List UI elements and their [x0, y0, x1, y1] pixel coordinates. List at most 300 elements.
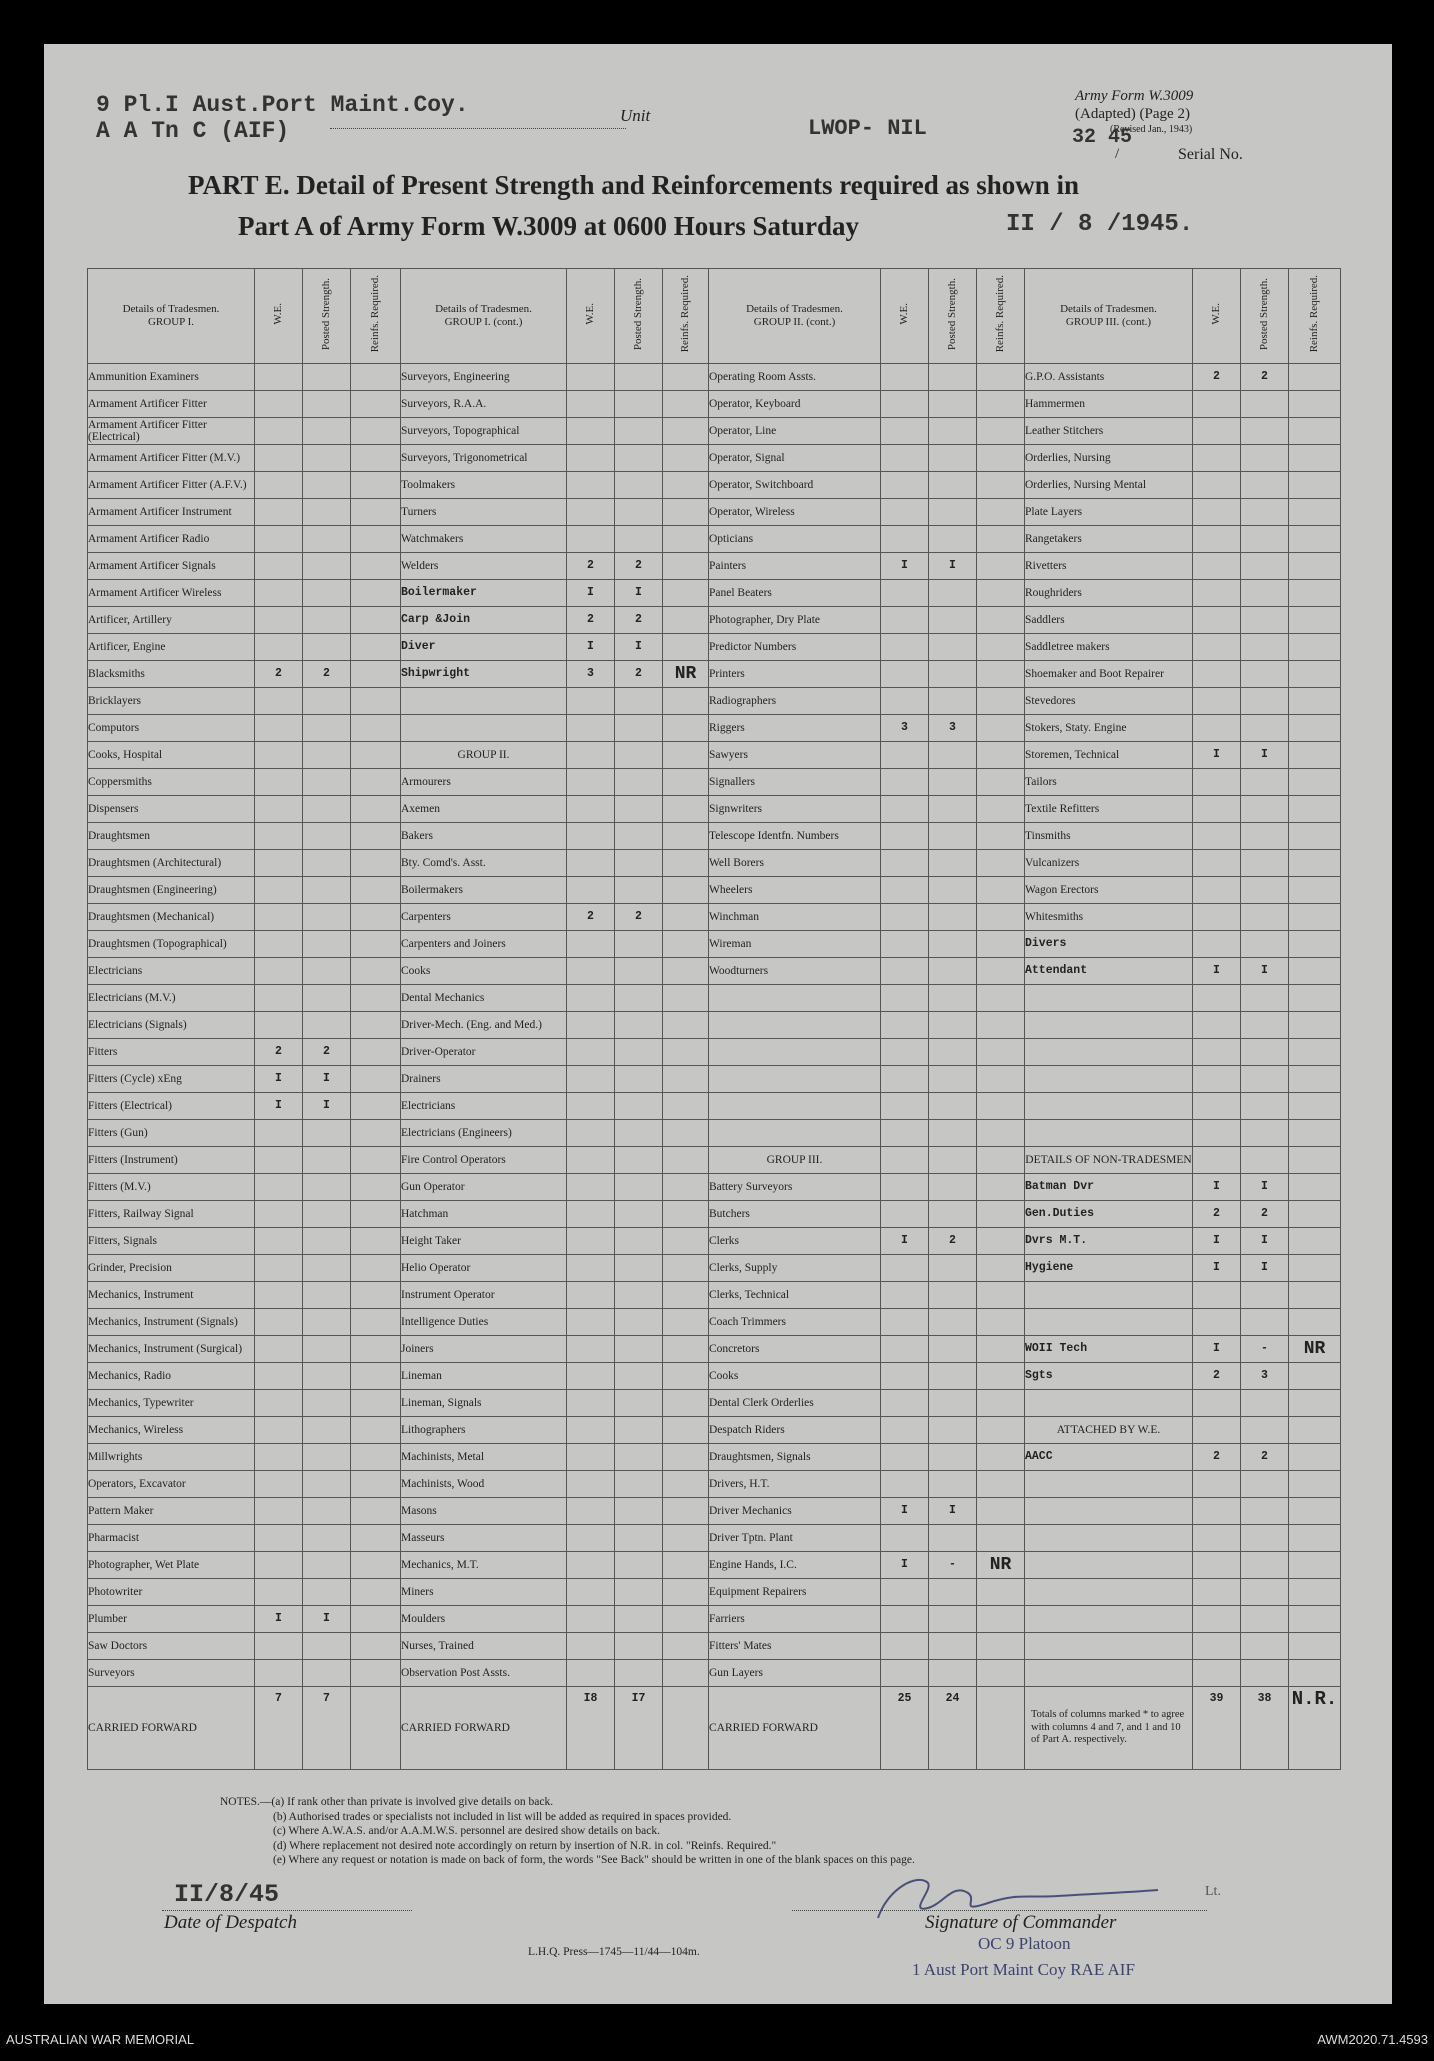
header-details-g2c: Details of Tradesmen. GROUP II. (cont.) [709, 269, 881, 364]
reinfs-value [1289, 1147, 1341, 1174]
note-line: NOTES.—(a) If rank other than private is involved give details on back. [220, 1796, 554, 1808]
reinfs-value [1289, 418, 1341, 445]
trade-name: Operator, Line [709, 418, 881, 445]
posted-value [615, 1606, 663, 1633]
trade-name: Radiographers [709, 688, 881, 715]
trade-name: Clerks [709, 1228, 881, 1255]
trade-name [1025, 1633, 1193, 1660]
trade-name: Concretors [709, 1336, 881, 1363]
reinfs-value [663, 1525, 709, 1552]
header-posted: Posted Strength. [303, 269, 351, 364]
reinfs-value [977, 1147, 1025, 1174]
trade-name: Cooks [401, 958, 567, 985]
reinfs-value [1289, 958, 1341, 985]
posted-value [1241, 499, 1289, 526]
reinfs-value [351, 472, 401, 499]
we-value [567, 1120, 615, 1147]
reinfs-value [663, 1660, 709, 1687]
trade-name: Divers [1025, 931, 1193, 958]
trade-name [709, 1012, 881, 1039]
table-row [88, 796, 1341, 823]
posted-value [1241, 1390, 1289, 1417]
carried-forward-label: CARRIED FORWARD [88, 1687, 255, 1770]
we-value [1193, 715, 1241, 742]
we-value [1193, 904, 1241, 931]
footer-credit: AUSTRALIAN WAR MEMORIAL [6, 2032, 195, 2047]
trade-name: Riggers [709, 715, 881, 742]
reinfs-value [663, 742, 709, 769]
reinfs-value [1289, 1498, 1341, 1525]
we-value [567, 364, 615, 391]
we-value [567, 1336, 615, 1363]
trade-name: Blacksmiths [88, 661, 255, 688]
trade-name: Electricians (Signals) [88, 1012, 255, 1039]
reinfs-value [1289, 1525, 1341, 1552]
trade-name: Drainers [401, 1066, 567, 1093]
reinfs-value [1289, 823, 1341, 850]
reinfs-value [663, 715, 709, 742]
posted-value [303, 931, 351, 958]
reinfs-value [351, 1309, 401, 1336]
posted-value [929, 607, 977, 634]
posted-value [303, 634, 351, 661]
posted-value [929, 1363, 977, 1390]
we-value [255, 769, 303, 796]
reinfs-value [977, 580, 1025, 607]
reinfs-value [663, 823, 709, 850]
posted-value [615, 1525, 663, 1552]
reinfs-value [1289, 1228, 1341, 1255]
reinfs-value [663, 472, 709, 499]
we-value [1193, 1120, 1241, 1147]
we-value [881, 904, 929, 931]
posted-value [303, 877, 351, 904]
trade-name: Boilermaker [401, 580, 567, 607]
trade-name [401, 715, 567, 742]
despatch-label: Date of Despatch [164, 1912, 297, 1933]
posted-value [303, 391, 351, 418]
we-value: I [1193, 1228, 1241, 1255]
trade-name: Surveyors [88, 1660, 255, 1687]
we-value [255, 526, 303, 553]
posted-value [303, 850, 351, 877]
reinfs-value [351, 1174, 401, 1201]
we-value [255, 1498, 303, 1525]
posted-value: I [615, 580, 663, 607]
note-line: (e) Where any request or notation is made on back of form, the words "See Back" should be written in one of the blank spaces on this page. [273, 1854, 915, 1866]
header-reinfs: Reinfs. Required. [663, 269, 709, 364]
reinfs-value [663, 607, 709, 634]
totals-note: Totals of columns marked * to agree with columns 4 and 7, and 1 and 10 of Part A. respectively. [1025, 1687, 1193, 1770]
reinfs-value [663, 877, 709, 904]
table-row [88, 364, 1341, 391]
trade-name: GROUP II. [401, 742, 567, 769]
trade-name: Hatchman [401, 1201, 567, 1228]
reinfs-value [977, 553, 1025, 580]
posted-value [303, 553, 351, 580]
table-row [88, 1228, 1341, 1255]
we-value [1193, 391, 1241, 418]
posted-value [303, 1174, 351, 1201]
trade-name: Driver-Operator [401, 1039, 567, 1066]
trade-name: Masseurs [401, 1525, 567, 1552]
posted-value [929, 580, 977, 607]
posted-value [1241, 688, 1289, 715]
reinfs-value [663, 1012, 709, 1039]
table-row [88, 1039, 1341, 1066]
reinfs-value [977, 1633, 1025, 1660]
reinfs-value [977, 877, 1025, 904]
trade-name: Mechanics, Radio [88, 1363, 255, 1390]
table-row [88, 445, 1341, 472]
posted-value [615, 364, 663, 391]
we-value [567, 958, 615, 985]
we-value: 2 [255, 1039, 303, 1066]
trade-name [1025, 1498, 1193, 1525]
posted-value [303, 823, 351, 850]
trade-name: Plumber [88, 1606, 255, 1633]
table-row [88, 1552, 1341, 1579]
posted-value [1241, 1633, 1289, 1660]
we-value [255, 634, 303, 661]
trade-name: Orderlies, Nursing Mental [1025, 472, 1193, 499]
we-value [255, 364, 303, 391]
trade-name: Surveyors, Engineering [401, 364, 567, 391]
table-row [88, 580, 1341, 607]
posted-value [929, 1093, 977, 1120]
trade-name: Signwriters [709, 796, 881, 823]
posted-value [303, 742, 351, 769]
table-row [88, 1363, 1341, 1390]
trade-name: Panel Beaters [709, 580, 881, 607]
posted-value [1241, 580, 1289, 607]
posted-value: I [929, 553, 977, 580]
table-row [88, 823, 1341, 850]
reinfs-value [1289, 553, 1341, 580]
trade-name: Mechanics, Instrument (Signals) [88, 1309, 255, 1336]
trade-name: Gun Layers [709, 1660, 881, 1687]
we-value [567, 823, 615, 850]
trade-name: Fitters, Signals [88, 1228, 255, 1255]
posted-value [929, 364, 977, 391]
we-value [1193, 634, 1241, 661]
trade-name: Machinists, Wood [401, 1471, 567, 1498]
posted-value [929, 1336, 977, 1363]
posted-value [929, 1174, 977, 1201]
we-value [1193, 1309, 1241, 1336]
trade-name: AACC [1025, 1444, 1193, 1471]
army-form-label: Army Form W.3009 [1075, 88, 1194, 104]
posted-value [615, 823, 663, 850]
posted-value [929, 1633, 977, 1660]
table-row [88, 1120, 1341, 1147]
reinfs-value [351, 1255, 401, 1282]
we-value [881, 1606, 929, 1633]
we-value [1193, 1147, 1241, 1174]
trade-name: Fitters [88, 1039, 255, 1066]
reinfs-value [977, 1120, 1025, 1147]
cf-g3c-posted: 38 [1241, 1687, 1289, 1770]
reinfs-value [351, 1390, 401, 1417]
note-line: (b) Authorised trades or specialists not included in list will be added as required in spaces provided. [273, 1810, 732, 1823]
we-value: I [881, 1228, 929, 1255]
trade-name: Intelligence Duties [401, 1309, 567, 1336]
reinfs-value [977, 1039, 1025, 1066]
posted-value: 2 [1241, 1444, 1289, 1471]
posted-value: 3 [1241, 1363, 1289, 1390]
reinfs-value [977, 526, 1025, 553]
trade-name [1025, 1660, 1193, 1687]
we-value [881, 1093, 929, 1120]
posted-value [929, 823, 977, 850]
trade-name: Saw Doctors [88, 1633, 255, 1660]
table-row [88, 1606, 1341, 1633]
reinfs-value [351, 1498, 401, 1525]
reinfs-value [1289, 1444, 1341, 1471]
trade-name: G.P.O. Assistants [1025, 364, 1193, 391]
header-posted: Posted Strength. [1241, 269, 1289, 364]
reinfs-value [663, 1309, 709, 1336]
we-value [1193, 1606, 1241, 1633]
posted-value [929, 1579, 977, 1606]
we-value [567, 1309, 615, 1336]
trade-name: Gun Operator [401, 1174, 567, 1201]
reinfs-value [1289, 1579, 1341, 1606]
posted-value [929, 796, 977, 823]
posted-value [1241, 1417, 1289, 1444]
trade-name: Farriers [709, 1606, 881, 1633]
trade-name: Shipwright [401, 661, 567, 688]
posted-value [1241, 634, 1289, 661]
we-value [567, 850, 615, 877]
posted-value [615, 1120, 663, 1147]
posted-value [615, 1633, 663, 1660]
reinfs-value [1289, 1120, 1341, 1147]
reinfs-value [977, 1660, 1025, 1687]
posted-value [929, 472, 977, 499]
trade-name: Winchman [709, 904, 881, 931]
reinfs-value [1289, 1471, 1341, 1498]
we-value [1193, 796, 1241, 823]
we-value [881, 1336, 929, 1363]
posted-value [929, 1201, 977, 1228]
we-value [881, 823, 929, 850]
posted-value: I [1241, 1174, 1289, 1201]
posted-value: 2 [615, 904, 663, 931]
posted-value: I [1241, 958, 1289, 985]
reinfs-value [977, 1525, 1025, 1552]
we-value [255, 391, 303, 418]
trade-name: Ammunition Examiners [88, 364, 255, 391]
reinfs-value [977, 1471, 1025, 1498]
posted-value [303, 985, 351, 1012]
carried-forward-row [88, 1687, 1341, 1770]
posted-value [615, 931, 663, 958]
posted-value: I [303, 1066, 351, 1093]
cf-g2c-posted: 24 [929, 1687, 977, 1770]
table-row [88, 1498, 1341, 1525]
trade-name: Attendant [1025, 958, 1193, 985]
reinfs-value [1289, 1255, 1341, 1282]
trade-name: Saddlers [1025, 607, 1193, 634]
trade-name: Saddletree makers [1025, 634, 1193, 661]
trade-name: Artificer, Engine [88, 634, 255, 661]
trade-name: Hammermen [1025, 391, 1193, 418]
trade-name: ATTACHED BY W.E. [1025, 1417, 1193, 1444]
we-value [1193, 1282, 1241, 1309]
reinfs-value [351, 661, 401, 688]
we-value [567, 1552, 615, 1579]
trade-name: Moulders [401, 1606, 567, 1633]
posted-value [929, 1282, 977, 1309]
trade-name: Draughtsmen (Architectural) [88, 850, 255, 877]
we-value [567, 499, 615, 526]
we-value [255, 1471, 303, 1498]
reinfs-value [351, 1282, 401, 1309]
posted-value [929, 904, 977, 931]
trade-name: Grinder, Precision [88, 1255, 255, 1282]
signature-label: Signature of Commander [925, 1912, 1117, 1933]
trade-name: Coppersmiths [88, 769, 255, 796]
reinfs-value [351, 391, 401, 418]
reinfs-value [351, 607, 401, 634]
reinfs-value [977, 364, 1025, 391]
trade-name: Hygiene [1025, 1255, 1193, 1282]
posted-value [1241, 985, 1289, 1012]
reinfs-value [977, 796, 1025, 823]
posted-value [303, 1525, 351, 1552]
reinfs-value [1289, 1633, 1341, 1660]
trade-name: Fire Control Operators [401, 1147, 567, 1174]
posted-value [303, 1498, 351, 1525]
reinfs-value [663, 1228, 709, 1255]
trade-name: Mechanics, Instrument [88, 1282, 255, 1309]
trade-name: Armament Artificer Signals [88, 553, 255, 580]
reinfs-value [663, 1120, 709, 1147]
header-we: W.E. [567, 269, 615, 364]
trade-name: Draughtsmen (Engineering) [88, 877, 255, 904]
we-value [881, 850, 929, 877]
posted-value [303, 580, 351, 607]
we-value [881, 661, 929, 688]
we-value [255, 418, 303, 445]
reinfs-value [1289, 364, 1341, 391]
reinfs-value [977, 1417, 1025, 1444]
posted-value [615, 1255, 663, 1282]
header-we: W.E. [881, 269, 929, 364]
trade-name: Tinsmiths [1025, 823, 1193, 850]
table-row [88, 1417, 1341, 1444]
reinfs-value [663, 553, 709, 580]
posted-value [303, 904, 351, 931]
we-value [567, 1390, 615, 1417]
reinfs-value [351, 958, 401, 985]
trade-name: Operating Room Assts. [709, 364, 881, 391]
we-value [1193, 499, 1241, 526]
we-value [881, 1579, 929, 1606]
trade-name: Axemen [401, 796, 567, 823]
trade-name: Orderlies, Nursing [1025, 445, 1193, 472]
table-row [88, 634, 1341, 661]
reinfs-value [663, 958, 709, 985]
posted-value [615, 1417, 663, 1444]
reinfs-value: NR [1289, 1336, 1341, 1363]
we-value [881, 445, 929, 472]
table-body [88, 364, 1341, 1687]
cf-g1-we: 7 [255, 1687, 303, 1770]
reinfs-value [977, 1336, 1025, 1363]
trade-name [709, 1120, 881, 1147]
trade-name [709, 1093, 881, 1120]
reinfs-value [663, 688, 709, 715]
we-value: I [881, 553, 929, 580]
table-row [88, 418, 1341, 445]
posted-value [929, 1660, 977, 1687]
posted-value [1241, 877, 1289, 904]
table-row [88, 1525, 1341, 1552]
reinfs-value [1289, 391, 1341, 418]
trade-name [1025, 985, 1193, 1012]
reinfs-value [351, 1363, 401, 1390]
trade-name: Fitters (Electrical) [88, 1093, 255, 1120]
posted-value [1241, 607, 1289, 634]
reinfs-value [663, 1363, 709, 1390]
reinfs-value [663, 1093, 709, 1120]
we-value [255, 1255, 303, 1282]
we-value [1193, 1498, 1241, 1525]
reinfs-value [1289, 1093, 1341, 1120]
posted-value [1241, 715, 1289, 742]
reinfs-value [977, 607, 1025, 634]
reinfs-value [977, 1498, 1025, 1525]
posted-value [615, 796, 663, 823]
posted-value [929, 391, 977, 418]
reinfs-value [663, 1282, 709, 1309]
trade-name: Dental Mechanics [401, 985, 567, 1012]
posted-value [929, 1390, 977, 1417]
we-value [881, 1201, 929, 1228]
cf-g1c-we: I8 [567, 1687, 615, 1770]
posted-value [1241, 1606, 1289, 1633]
trade-name: Storemen, Technical [1025, 742, 1193, 769]
posted-value [303, 607, 351, 634]
we-value [255, 553, 303, 580]
we-value: 2 [567, 904, 615, 931]
trade-name: Textile Refitters [1025, 796, 1193, 823]
trade-name: Wagon Erectors [1025, 877, 1193, 904]
we-value [1193, 1093, 1241, 1120]
we-value [881, 769, 929, 796]
reinfs-value [351, 499, 401, 526]
we-value [567, 1660, 615, 1687]
reinfs-value [663, 1201, 709, 1228]
we-value [881, 472, 929, 499]
table-header-row [88, 269, 1341, 364]
stamp-unit: 1 Aust Port Maint Coy RAE AIF [912, 1960, 1135, 1979]
reinfs-value [663, 445, 709, 472]
trade-name: Tailors [1025, 769, 1193, 796]
table-row [88, 1444, 1341, 1471]
reinfs-value [663, 580, 709, 607]
reinfs-value [663, 1336, 709, 1363]
reinfs-value [351, 553, 401, 580]
we-value [255, 1309, 303, 1336]
posted-value: 2 [615, 661, 663, 688]
posted-value [615, 985, 663, 1012]
reinfs-value [1289, 1660, 1341, 1687]
reinfs-value [1289, 580, 1341, 607]
trade-name: Cooks [709, 1363, 881, 1390]
